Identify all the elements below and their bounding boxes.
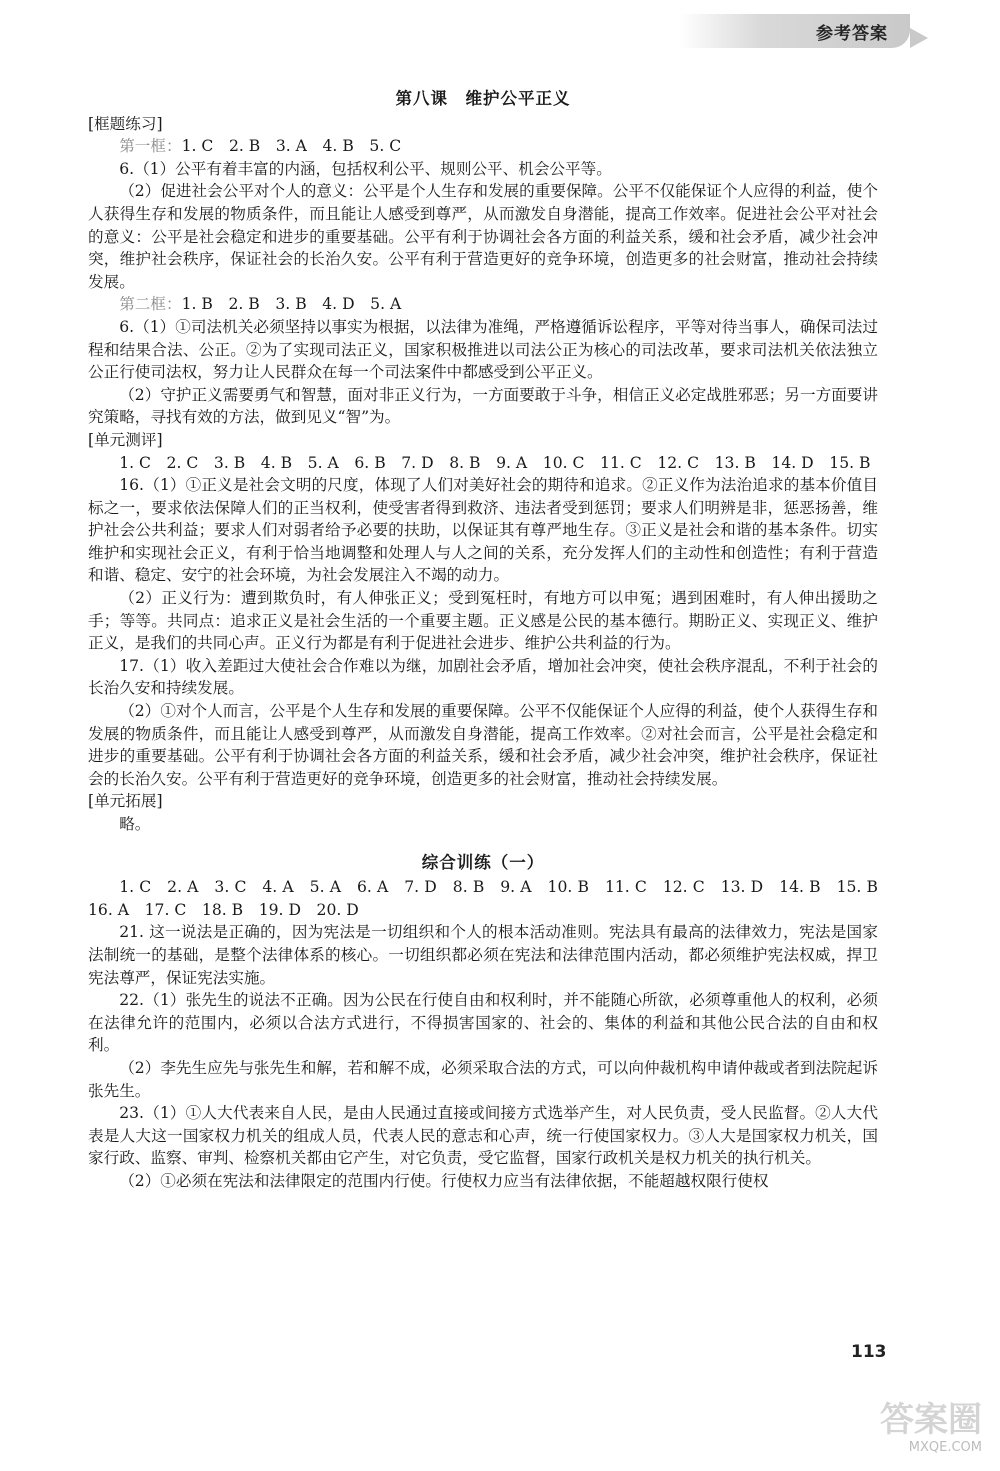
frame2-answer-list: 1. B 2. B 3. B 4. D 5. A — [181, 295, 402, 314]
frame1-answers — [88, 135, 878, 158]
comprehensive1-answers: 1. C 2. A 3. C 4. A 5. A 6. A 7. D 8. B 9. A 10. B 11. C 12. C 13. D 14. B 15. B 16. A 17. C 18. B 19. D 20. D — [88, 878, 894, 919]
q23-1: 23.（1）①人大代表来自人民，是由人民通过直接或间接方式选举产生，对人民负责，受人民监督。②人大代表是人大这一国家权力机关的组成人员，代表人民的意志和心声，统一行使国家权力。③人大是国家权力机关，国家行政、监察、审判、检察机关都由它产生，对它负责，受它监督，国家行政机关是权力机关的执行机关。 — [88, 1104, 878, 1168]
q23-2: （2）①必须在宪法和法律限定的范围内行使。行使权力应当有法律依据，不能超越权限行使权 — [119, 1171, 769, 1190]
unit-test-answers: 1. C 2. C 3. B 4. B 5. A 6. B 7. D 8. B 9. A 10. C 11. C 12. C 13. B 14. D 15. B — [119, 453, 871, 472]
header-tab-notch — [910, 28, 928, 48]
frame1-label: 第一框： — [119, 137, 182, 156]
watermark-logo — [880, 1400, 982, 1456]
frame1-q6-2: （2）促进社会公平对个人的意义：公平是个人生存和发展的重要保障。公平不仅能保证个人应得的利益，使个人获得生存和发展的物质条件，而且能让人感受到尊严，从而激发自身潜能，提高工作效率。促进社会公平对社会的意义：公平是社会稳定和进步的重要基础。公平有利于协调社会各方面的利益关系，缓和社会矛盾，减少社会冲突，维护社会秩序，保证社会的长治久安。公平有利于营造更好的竞争环境，创造更多的社会财富，推动社会持续发展。 — [88, 182, 878, 291]
lesson8-title: 第八课 维护公平正义 — [395, 89, 571, 108]
header-tab-label: 参考答案 — [816, 24, 888, 44]
frame2-q6-2: （2）守护正义需要勇气和智慧，面对非正义行为，一方面要敢于斗争，相信正义必定战胜邪恶；另一方面要讲究策略，寻找有效的方法，做到见义“智”为。 — [88, 385, 878, 427]
watermark-top: 答案圈 — [880, 1400, 982, 1440]
frame1-q6-1: 6.（1）公平有着丰富的内涵，包括权利公平、规则公平、机会公平等。 — [119, 159, 612, 178]
page-number: 113 — [851, 1342, 887, 1362]
header-tab — [680, 14, 910, 48]
frame2-q6-1: 6.（1）①司法机关必须坚持以事实为根据，以法律为准绳，严格遵循诉讼程序，平等对待当事人，确保司法过程和结果合法、公正。②为了实现司法正义，国家积极推进以司法公正为核心的司法改革，要求司法机关依法独立公正行使司法权，努力让人民群众在每一个司法案件中都感受到公平正义。 — [88, 317, 878, 382]
unit-expand-label: [单元拓展] — [88, 792, 163, 811]
frame2-answers — [88, 293, 878, 316]
frame2-label: 第二框： — [119, 295, 182, 314]
page-content — [88, 88, 894, 1193]
q17-2: （2）①对个人而言，公平是个人生存和发展的重要保障。公平不仅能保证个人应得的利益，使个人获得生存和发展的物质条件，而且能让人感受到尊严，从而激发自身潜能，提高工作效率。②对社会而言，公平是社会稳定和进步的重要基础。公平有利于协调社会各方面的利益关系，缓和社会矛盾，减少社会冲突，维护社会秩序，保证社会的长治久安。公平有利于营造更好的竞争环境，创造更多的社会财富，推动社会持续发展。 — [88, 702, 878, 788]
q17-1: 17.（1）收入差距过大使社会合作难以为继，加剧社会矛盾，增加社会冲突，使社会秩序混乱，不利于社会的长治久安和持续发展。 — [88, 656, 878, 698]
q22-2: （2）李先生应先与张先生和解，若和解不成，必须采取合法的方式，可以向仲裁机构申请仲裁或者到法院起诉张先生。 — [88, 1058, 878, 1100]
practice-label: [框题练习] — [88, 114, 163, 133]
frame1-answer-list: 1. C 2. B 3. A 4. B 5. C — [181, 137, 402, 156]
q16-2: （2）正义行为：遭到欺负时，有人伸张正义；受到冤枉时，有地方可以申冤；遇到困难时，有人伸出援助之手；等等。共同点：追求正义是社会生活的一个重要主题。正义感是公民的基本德行。期盼正义、实现正义、维护正义，是我们的共同心声。正义行为都是有利于促进社会进步、维护公共利益的行为。 — [88, 589, 878, 653]
q16-1: 16.（1）①正义是社会文明的尺度，体现了人们对美好社会的期待和追求。②正义作为法治追求的基本价值目标之一，要求依法保障人们的正当权利，使受害者得到救济、违法者受到惩罚；要求人们明辨是非，惩恶扬善，维护社会公共利益；要求人们对弱者给予必要的扶助，以保证其有尊严地生存。③正义是社会和谐的基本条件。切实维护和实现社会正义，有利于恰当地调整和处理人与人之间的关系，充分发挥人们的主动性和创造性；有利于营造和谐、稳定、安宁的社会环境，为社会发展注入不竭的动力。 — [88, 476, 878, 585]
unit-expand-text: 略。 — [119, 815, 151, 833]
unit-test-label: [单元测评] — [88, 430, 163, 449]
watermark-bottom: MXQE.COM — [908, 1440, 982, 1455]
comprehensive1-title: 综合训练（一） — [421, 852, 545, 872]
q21: 21. 这一说法是正确的，因为宪法是一切组织和个人的根本活动准则。宪法具有最高的法律效力，宪法是国家法制统一的基础，是整个法律体系的核心。一切组织都必须在宪法和法律范围内活动，都必须维护宪法权威，捍卫宪法尊严，保证宪法实施。 — [88, 923, 878, 987]
q22-1: 22.（1）张先生的说法不正确。因为公民在行使自由和权利时，并不能随心所欲，必须尊重他人的权利，必须在法律允许的范围内，必须以合法方式进行，不得损害国家的、社会的、集体的利益和其他公民合法的自由和权利。 — [88, 991, 878, 1055]
